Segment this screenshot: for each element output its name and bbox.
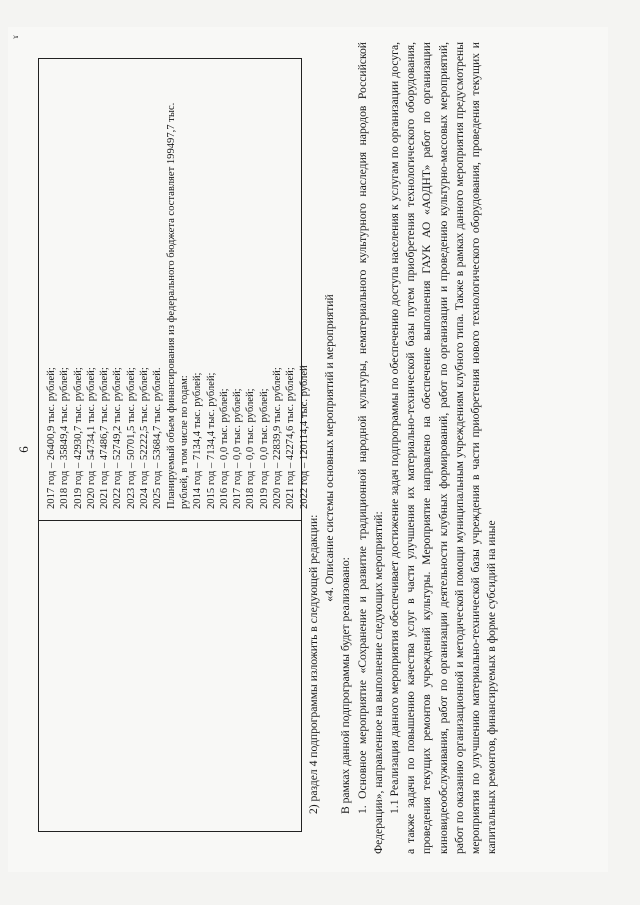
federal-year-line: 2020 год – 22839,9 тыс. рублей; bbox=[272, 367, 284, 509]
year-line: 2021 год – 47486,7 тыс. рублей; bbox=[99, 367, 111, 509]
document-body bbox=[306, 42, 500, 854]
page-number: 6 bbox=[16, 446, 31, 453]
financing-table bbox=[38, 58, 310, 832]
federal-year-line: 2015 год – 7134,4 тыс. рублей; bbox=[205, 372, 217, 509]
amendment-line: 2) раздел 4 подпрограммы изложить в следующей редакции: bbox=[307, 514, 320, 814]
financing-cell bbox=[45, 69, 311, 509]
federal-year-line: 2018 год – 0,0 тыс. рублей; bbox=[245, 388, 257, 509]
body-paragraph: 1.1 Реализация данного мероприятия обеспечивает достижение задач подпрограммы по обеспечению доступа населения к услугам по организации досуга, а также задачи по повышению качества услуг в части улучшения их материально-технической базы путем приобретения технологического оборудования, проведения текущих ремонтов учреждений культуры. Мероприятие направлено на обеспечение выполнения ГАУК АО «АОДНТ» работ по организации киновидеообслуживания, работ по организации деятельности клубных формирований, работ по организации и проведению культурно-массовых мероприятий, работ по оказанию организационной и методической помощи муниципальным учреждениям клубного типа. Также в рамках данного мероприятия предусмотрены мероприятия по улучшению материально-технической базы учреждения в части приобретения нового технологического оборудования, проведения текущих и капитальных ремонтов, финансируемых в форме субсидий на иные bbox=[388, 42, 499, 854]
section-heading: «4. Описание системы основных мероприятий и мероприятий bbox=[323, 294, 337, 602]
federal-year-line: 2019 год – 0,0 тыс. рублей; bbox=[258, 388, 270, 509]
federal-year-line: 2014 год – 7134,4 тыс. рублей; bbox=[192, 372, 204, 509]
year-line: 2018 год – 35849,4 тыс. рублей; bbox=[59, 367, 71, 509]
rotated-page bbox=[8, 27, 608, 872]
year-line: 2023 год – 50701,5 тыс. рублей; bbox=[125, 367, 137, 509]
year-line: 2020 год – 54734,1 тыс. рублей; bbox=[85, 367, 97, 509]
year-line: 2017 год – 26400,9 тыс. рублей; bbox=[46, 367, 57, 509]
year-line: 2022 год – 52749,2 тыс. рублей; bbox=[112, 367, 124, 509]
year-line: 2025 год – 53684,7 тыс. рублей. bbox=[152, 367, 164, 509]
year-line: 2024 год – 52222,5 тыс. рублей; bbox=[139, 367, 151, 509]
federal-year-line: 2016 год – 0,0 тыс. рублей; bbox=[218, 388, 230, 509]
corner-mark: ɤ bbox=[10, 35, 20, 39]
federal-year-line: 2021 год – 42274,6 тыс. рублей; bbox=[285, 367, 297, 509]
federal-year-line: 2022 год – 120114,4 тыс. рублей bbox=[298, 365, 310, 509]
body-paragraph: В рамках данной подпрограммы будет реализовано: bbox=[339, 557, 353, 814]
year-line: 2019 год – 42930,7 тыс. рублей; bbox=[72, 367, 84, 509]
table-column-separator bbox=[39, 520, 301, 521]
federal-year-line: 2017 год – 0,0 тыс. рублей; bbox=[232, 388, 244, 509]
body-paragraph: 1. Основное мероприятие «Сохранение и развитие традиционной народной культуры, нематериального культурного наследия народов Российской Федерации», направленное на выполнение следующих мероприятий: bbox=[355, 42, 385, 854]
federal-intro: Планируемый объем финансирования из федерального бюджета составляет 199497,7 тыс. рублей, в том числе по годам: bbox=[165, 102, 190, 509]
